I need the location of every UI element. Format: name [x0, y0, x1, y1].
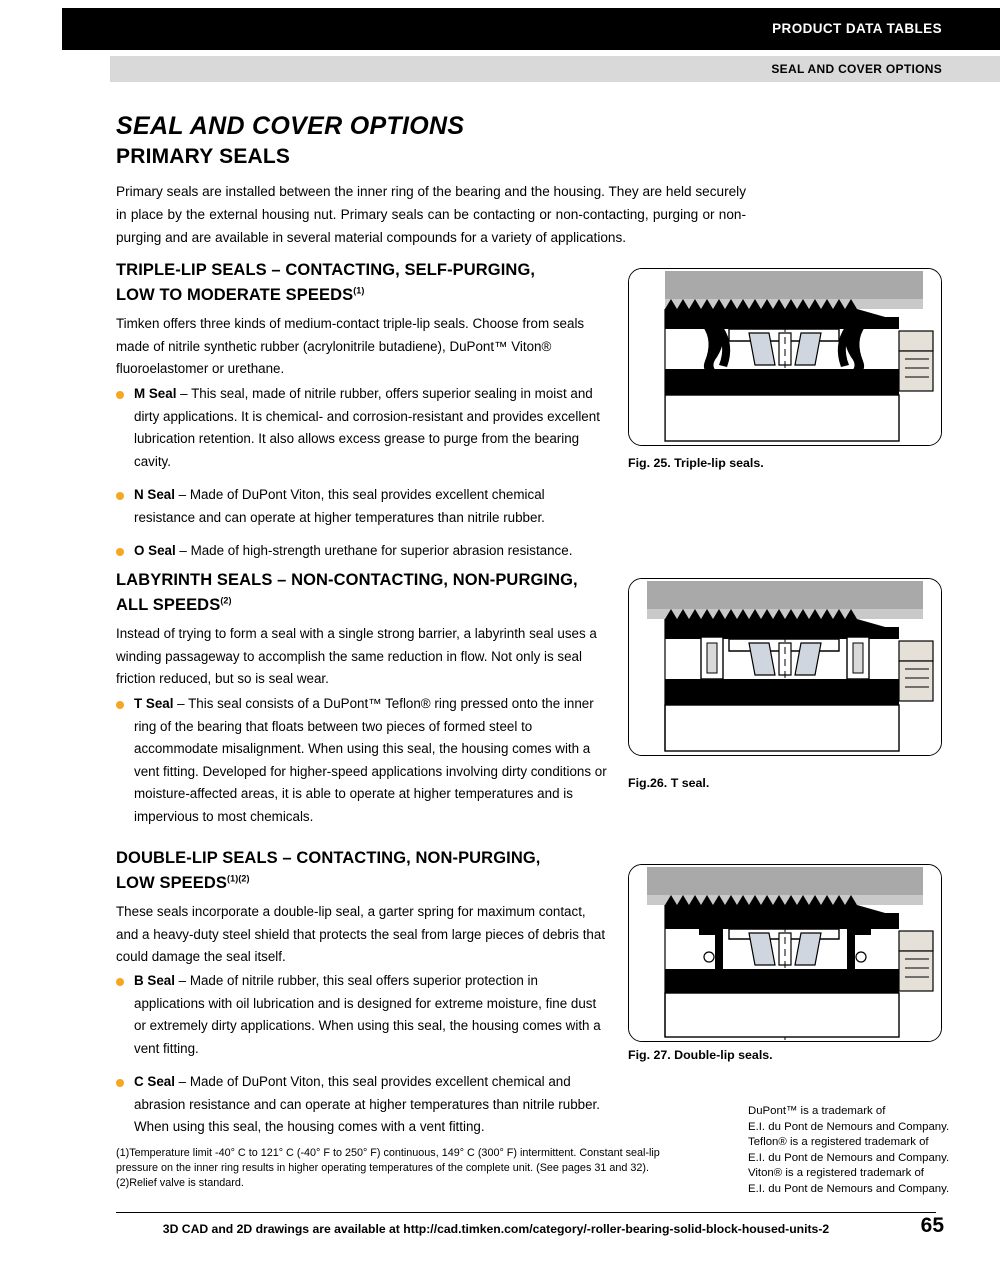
section-3-heading-line1: DOUBLE-LIP SEALS – CONTACTING, NON-PURGING,	[116, 849, 541, 867]
footnote-1: (1)Temperature limit -40° C to 121° C (-40° F to 250° F) continuous, 149° C (300° F) intermittent. Constant seal-lip pressure on the inner ring results in higher operating temperatures of the complete unit. (See pages 31 and 32).	[116, 1147, 660, 1174]
bullet-text: – Made of high-strength urethane for superior abrasion resistance.	[175, 543, 573, 558]
list-item	[116, 484, 606, 529]
bullet-text: – This seal consists of a DuPont™ Teflon® ring pressed onto the inner ring of the bearing that floats between two pieces of formed steel to accommodate misalignment. When using this seal, the housing comes with a vent fitting. Developed for higher-speed applications involving dirty conditions or moisture-affected areas, it is able to operate at higher temperatures and is impervious to most chemicals.	[134, 696, 607, 824]
figure-t-seal-drawing	[628, 578, 942, 756]
footer-text: 3D CAD and 2D drawings are available at http://cad.timken.com/category/-roller-bearing-solid-block-housed-units-2	[162, 1222, 830, 1236]
figure-3-caption: Fig. 27. Double-lip seals.	[628, 1048, 773, 1062]
section-1-heading-footnote-ref: (1)	[353, 285, 365, 296]
trademark-line: E.I. du Pont de Nemours and Company.	[748, 1182, 950, 1195]
bullet-term: N Seal	[134, 487, 175, 502]
triple-lip-seal-svg	[629, 269, 941, 445]
figure-1-caption: Fig. 25. Triple-lip seals.	[628, 456, 764, 470]
header-title: PRODUCT DATA TABLES	[772, 21, 942, 36]
section-2-heading-line2: ALL SPEEDS	[116, 596, 221, 614]
page-subtitle: PRIMARY SEALS	[116, 145, 291, 168]
page-title: SEAL AND COVER OPTIONS	[116, 112, 465, 140]
figure-triple-lip-seal-drawing	[628, 268, 942, 446]
list-item	[116, 693, 611, 828]
bullet-text: – This seal, made of nitrile rubber, offers superior sealing in moist and dirty applications. It is chemical- and corrosion-resistant and provides excellent lubrication retention. It also allows excess grease to purge from the bearing cavity.	[134, 386, 600, 469]
section-2-heading-line1: LABYRINTH SEALS – NON-CONTACTING, NON-PURGING,	[116, 571, 578, 589]
section-1-bullet-list	[116, 383, 606, 574]
footer-rule	[116, 1212, 936, 1213]
list-item	[116, 1071, 611, 1139]
bullet-term: T Seal	[134, 696, 174, 711]
figure-2-caption: Fig.26. T seal.	[628, 776, 710, 790]
intro-paragraph: Primary seals are installed between the inner ring of the bearing and the housing. They are held securely in place by the external housing nut. Primary seals can be contacting or non-contacting, purging or non-purging and are available in several material compounds for a variety of applications.	[116, 184, 746, 245]
trademark-line: DuPont™ is a trademark of	[748, 1105, 886, 1117]
trademark-line: E.I. du Pont de Nemours and Company.	[748, 1120, 950, 1133]
figure-double-lip-seal-drawing	[628, 864, 942, 1042]
trademark-notices	[748, 1104, 949, 1197]
page-number: 65	[920, 1214, 944, 1237]
section-1-heading	[116, 258, 636, 308]
t-seal-svg	[629, 579, 941, 755]
section-3-heading-footnote-ref: (1)(2)	[227, 873, 250, 884]
list-item	[116, 383, 606, 473]
bullet-term: B Seal	[134, 973, 175, 988]
section-1-body: Timken offers three kinds of medium-contact triple-lip seals. Choose from seals made of nitrile synthetic rubber (acrylonitrile butadiene), DuPont™ Viton® fluoroelastomer or urethane.	[116, 316, 585, 376]
list-item	[116, 970, 611, 1060]
header-subtitle: SEAL AND COVER OPTIONS	[771, 62, 942, 76]
section-1-heading-line1: TRIPLE-LIP SEALS – CONTACTING, SELF-PURGING,	[116, 261, 536, 279]
bullet-term: M Seal	[134, 386, 177, 401]
trademark-line: Viton® is a registered trademark of	[748, 1167, 924, 1179]
section-2-heading	[116, 568, 636, 618]
bullet-text: – Made of DuPont Viton, this seal provides excellent chemical and abrasion resistance and can operate at higher temperatures than nitrile rubber. When using this seal, the housing comes with a vent fitting.	[134, 1074, 600, 1134]
section-3-body: These seals incorporate a double-lip seal, a garter spring for maximum contact, and a heavy-duty steel shield that protects the seal from large pieces of debris that could damage the seal itself.	[116, 904, 606, 964]
header-black-bar	[62, 8, 1000, 50]
bullet-term: O Seal	[134, 543, 176, 558]
section-2-bullet-list	[116, 693, 611, 839]
section-1-heading-line2: LOW TO MODERATE SPEEDS	[116, 286, 354, 304]
section-2-body: Instead of trying to form a seal with a single strong barrier, a labyrinth seal uses a winding passageway to accomplish the same reduction in flow. Not only is seal friction reduced, but so is seal wear.	[116, 626, 597, 686]
double-lip-seal-svg	[629, 865, 941, 1041]
section-3-heading-line2: LOW SPEEDS	[116, 874, 228, 892]
bullet-text: – Made of nitrile rubber, this seal offers superior protection in applications with oil lubrication and is designed for extreme moisture, fine dust or extremely dirty applications. When using this seal, the housing comes with a vent fitting.	[134, 973, 601, 1056]
trademark-line: Teflon® is a registered trademark of	[748, 1136, 929, 1148]
footnotes	[116, 1146, 676, 1191]
trademark-line: E.I. du Pont de Nemours and Company.	[748, 1151, 950, 1164]
section-2-heading-footnote-ref: (2)	[220, 595, 232, 606]
header-gray-bar	[110, 56, 1000, 82]
bullet-text: – Made of DuPont Viton, this seal provides excellent chemical resistance and can operate at higher temperatures than nitrile rubber.	[134, 487, 545, 525]
section-3-bullet-list	[116, 970, 611, 1150]
list-item	[116, 540, 606, 563]
bullet-term: C Seal	[134, 1074, 175, 1089]
footnote-2: (2)Relief valve is standard.	[116, 1177, 244, 1189]
section-3-heading	[116, 846, 636, 896]
